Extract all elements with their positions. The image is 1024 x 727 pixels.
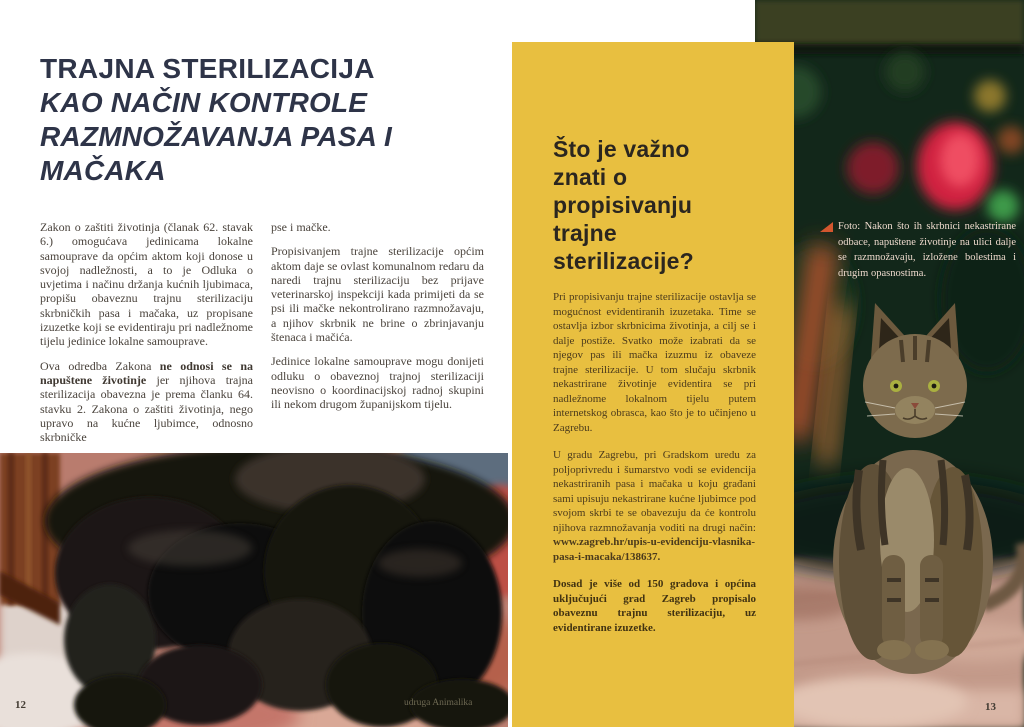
photo-caption [838,219,1016,281]
paragraph: Propisivanjem trajne sterilizacije općim aktom daje se ovlast komunalnom redaru da naredi trajnu sterilizaciju bez prijave veterinarskoj inspekciji kada primijeti da se psi ili mačke nekontrolirano razmnožavaju, a njihov skrbnik ne brine o zbrinjavanju štenaca i mačića. [271,244,484,345]
article-title-main: TRAJNA STERILIZACIJA [40,53,375,84]
paragraph-text: U gradu Zagrebu, pri Gradskom uredu za poljoprivredu i šumarstvo vodi se evidencija nekastriranih pasa i mačaka u koju građani sami upisuju nekastrirane kućne ljubimce pod svojom skrbi te se obavezuju da će kontrolu njihova razmnožavanja voditi na drugi način: [553,449,756,534]
article-column-2 [271,220,484,454]
photo-caption-text: Foto: Nakon što ih skrbnici nekastrirane odbace, napuštene životinje na ulici dalje se razmnožavaju, izložene bolestima i drugim opasnostima. [838,221,1016,279]
paragraph [40,359,253,445]
article-body [40,220,484,454]
paragraph: Pri propisivanju trajne sterilizacije ostavlja se mogućnost evidentiranih izuzetaka. Time se ostavlja izbor skrbnicima životinja, a cilj se i dalje postiže. Svatko može izabrati da se njegov pas ili mačka izuzmu iz obaveze trajne sterilizacije. U tom slučaju skrbnik nekastrirane životinje evidentira se pri nadležnome lokalnom tijelu putem internetskog obrasca, kao što je to učinjeno u Zagrebu. [553,291,756,434]
paragraph-bold-text: ne odnosi se na napuštene životinje [40,358,253,387]
article-title-subtitle: KAO NAČIN KONTROLE RAZMNOŽAVANJA PASA I MAČAKA [40,87,392,186]
cat-photo [755,0,1024,727]
article-column-1 [40,220,253,454]
dog-puppies-photo-art [0,453,508,727]
page-number-left: 12 [15,699,26,711]
photo-credit: udruga Animalika [404,698,473,708]
paragraph-text: jer njihova trajna sterilizacija obavezna je prema članku 64. stavku 2. Zakona o zaštiti životinja, nego upravo na kućne ljubimce, odnosno skrbničke [40,372,254,445]
zagreb-registry-url[interactable]: www.zagreb.hr/upis-u-evidenciju-vlasnika-pasa-i-macaka/138637. [553,536,756,563]
paragraph-bold: Dosad je više od 150 gradova i općina uključujući grad Zagreb propisalo obaveznu trajnu sterilizaciju, uz evidentirane izuzetke. [553,578,756,634]
paragraph: Jedinice lokalne samouprave mogu donijeti odluku o obaveznoj trajnoj sterilizaciji neovisno o koordinacijskoj radnoj skupini ili nekom drugom županijskom tijelu. [271,354,484,412]
dog-puppies-photo [0,453,508,727]
paragraph: Zakon o zaštiti životinja (članak 62. stavak 6.) omogućava jedinicama lokalne samouprave da općim aktom koji donose u svojoj nadležnosti, a to je Odluka o uvjetima i načinu držanja kućnih ljubimaca, propišu obaveznu trajnu sterilizaciju skrbničkih pasa i mačaka, uz propisane izuzetke koji se evidentiraju pri nadležnome tijelu jedinice lokalne samouprave. [40,220,253,349]
page-number-right: 13 [985,701,996,713]
info-panel [512,42,794,727]
paragraph: pse i mačke. [271,220,331,234]
paragraph-text: Ova odredba Zakona [40,358,160,373]
paragraph [553,448,756,564]
article-title [40,52,510,188]
cat-photo-art [755,0,1024,727]
info-panel-heading: Što je važno znati o propisivanju trajne sterilizacije? [553,136,694,274]
